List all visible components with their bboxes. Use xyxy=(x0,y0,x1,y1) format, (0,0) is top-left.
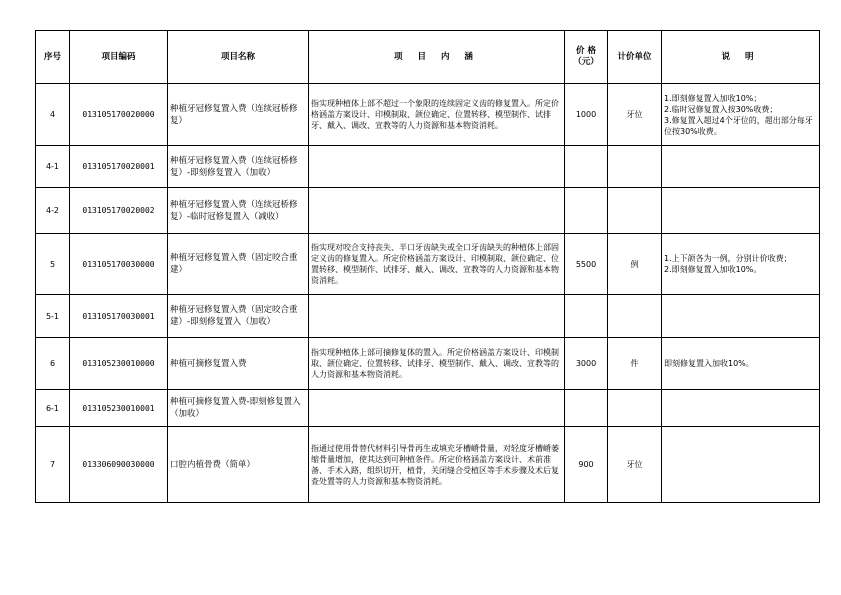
header-content: 项 目 内 涵 xyxy=(309,31,565,84)
row-code: 013105230010000 xyxy=(70,338,168,390)
row-price: 3000 xyxy=(565,338,608,390)
header-row xyxy=(36,31,820,84)
row-unit: 牙位 xyxy=(608,427,662,503)
table-row xyxy=(36,338,820,390)
row-seq: 6-1 xyxy=(36,390,70,427)
row-name: 种植牙冠修复置入费（固定咬合重建）-即刻修复置入（加收） xyxy=(168,295,309,338)
row-seq: 4-2 xyxy=(36,188,70,234)
row-content: 指实现种植体上部不超过一个象限的连续固定义齿的修复置入。所定价格涵盖方案设计、印模制取、颌位确定、位置转移、模型制作、试排牙、戴入、调改、宣教等的人力资源和基本物资消耗。 xyxy=(309,84,565,146)
row-name: 口腔内植骨费（简单） xyxy=(168,427,309,503)
row-note xyxy=(662,295,820,338)
row-price xyxy=(565,188,608,234)
row-seq: 4-1 xyxy=(36,146,70,188)
row-price xyxy=(565,390,608,427)
row-note xyxy=(662,146,820,188)
row-code: 013105170020000 xyxy=(70,84,168,146)
row-unit: 牙位 xyxy=(608,84,662,146)
row-content xyxy=(309,146,565,188)
header-price: 价 格 （元） xyxy=(565,31,608,84)
row-price: 900 xyxy=(565,427,608,503)
header-note: 说 明 xyxy=(662,31,820,84)
row-seq: 5-1 xyxy=(36,295,70,338)
row-note: 1.上下颌各为一例，分别计价收费； 2.即刻修复置入加收10%。 xyxy=(662,234,820,295)
header-unit: 计价单位 xyxy=(608,31,662,84)
row-content: 指通过使用骨替代材料引导骨再生或填充牙槽嵴骨量，对轻度牙槽嵴萎缩骨量增加，使其达到可种植条件。所定价格涵盖方案设计、术前准备、手术入路，组织切开，植骨，关闭缝合受植区等手术步骤及术后复查处置等的人力资源和基本物资消耗。 xyxy=(309,427,565,503)
row-price: 5500 xyxy=(565,234,608,295)
row-seq: 5 xyxy=(36,234,70,295)
row-code: 013105170030001 xyxy=(70,295,168,338)
row-note xyxy=(662,390,820,427)
row-unit xyxy=(608,390,662,427)
row-price xyxy=(565,295,608,338)
table-row xyxy=(36,146,820,188)
row-code: 013306090030000 xyxy=(70,427,168,503)
row-name: 种植牙冠修复置入费（固定咬合重建） xyxy=(168,234,309,295)
row-name: 种植牙冠修复置入费（连续冠桥修复）-即刻修复置入（加收） xyxy=(168,146,309,188)
header-code: 项目编码 xyxy=(70,31,168,84)
table-row xyxy=(36,234,820,295)
table-row xyxy=(36,295,820,338)
row-content: 指实现对咬合支持丧失、半口牙齿缺失或全口牙齿缺失的种植体上部固定义齿的修复置入。所定价格涵盖方案设计、印模制取、颌位确定、位置转移、模型制作、试排牙、戴入、调改、宣教等的人力资源和基本物资消耗。 xyxy=(309,234,565,295)
row-note: 1.即刻修复置入加收10%； 2.临时冠修复置入按30%收费； 3.修复置入超过4个牙位的，超出部分每牙位按30%收费。 xyxy=(662,84,820,146)
row-note: 即刻修复置入加收10%。 xyxy=(662,338,820,390)
row-content xyxy=(309,188,565,234)
row-unit: 件 xyxy=(608,338,662,390)
row-code: 013105170030000 xyxy=(70,234,168,295)
row-name: 种植可摘修复置入费-即刻修复置入（加收） xyxy=(168,390,309,427)
price-table xyxy=(35,30,820,503)
row-name: 种植可摘修复置入费 xyxy=(168,338,309,390)
row-content: 指实现种植体上部可摘修复体的置入。所定价格涵盖方案设计、印模制取、颌位确定、位置转移、试排牙、模型制作、戴入、调改、宣教等的人力资源和基本物资消耗。 xyxy=(309,338,565,390)
table-row xyxy=(36,427,820,503)
row-unit xyxy=(608,295,662,338)
table-row xyxy=(36,390,820,427)
row-note xyxy=(662,188,820,234)
header-name: 项目名称 xyxy=(168,31,309,84)
row-price xyxy=(565,146,608,188)
row-unit xyxy=(608,188,662,234)
row-code: 013105170020001 xyxy=(70,146,168,188)
row-code: 013105230010001 xyxy=(70,390,168,427)
row-code: 013105170020002 xyxy=(70,188,168,234)
row-note xyxy=(662,427,820,503)
row-content xyxy=(309,295,565,338)
row-seq: 6 xyxy=(36,338,70,390)
row-seq: 7 xyxy=(36,427,70,503)
row-name: 种植牙冠修复置入费（连续冠桥修复）-临时冠修复置入（减收） xyxy=(168,188,309,234)
row-unit xyxy=(608,146,662,188)
table-row xyxy=(36,188,820,234)
header-seq: 序号 xyxy=(36,31,70,84)
row-unit: 例 xyxy=(608,234,662,295)
row-price: 1000 xyxy=(565,84,608,146)
row-content xyxy=(309,390,565,427)
row-name: 种植牙冠修复置入费（连续冠桥修复） xyxy=(168,84,309,146)
row-seq: 4 xyxy=(36,84,70,146)
table-row xyxy=(36,84,820,146)
